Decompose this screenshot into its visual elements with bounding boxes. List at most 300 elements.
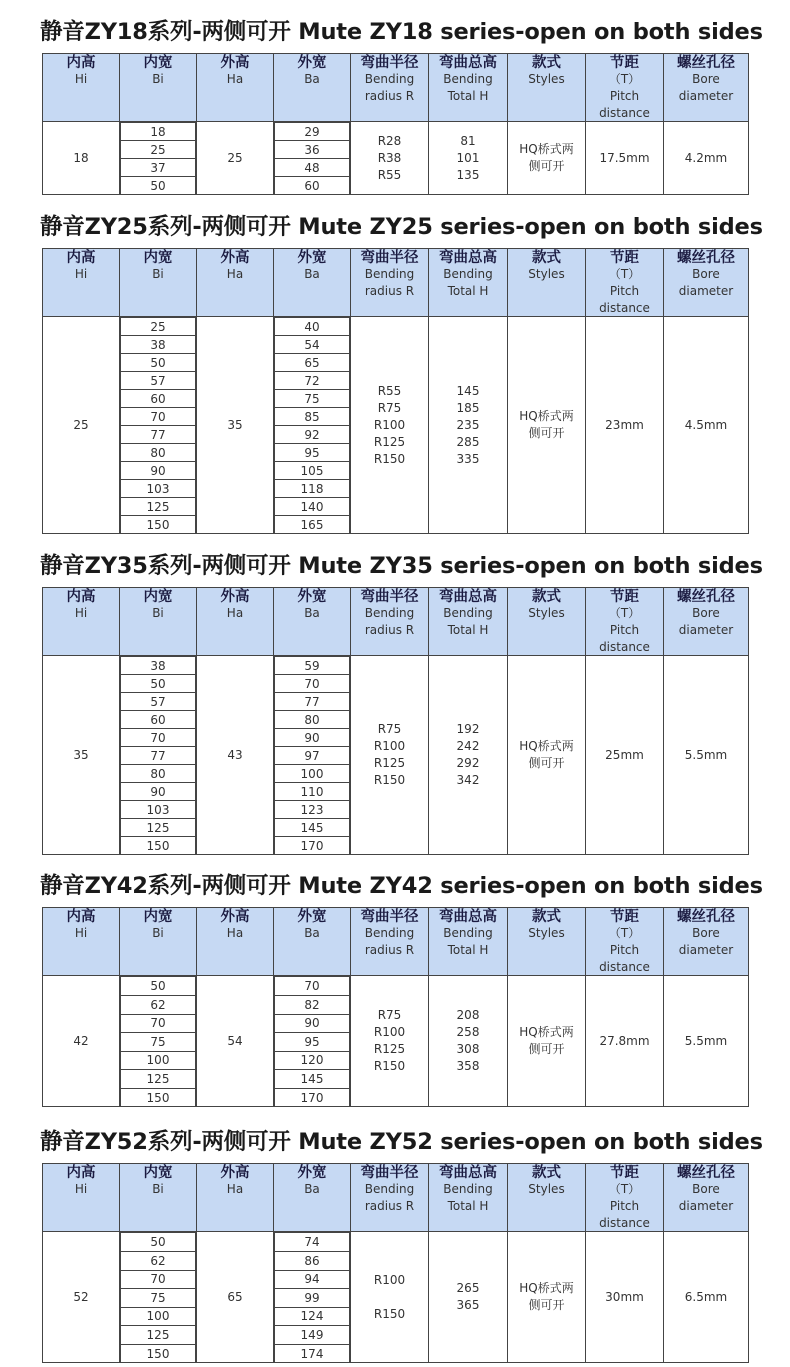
header-radius-en1: Bending [364, 1182, 415, 1196]
header-bi [120, 908, 197, 976]
header-bore-cn: 螺丝孔径 [677, 909, 735, 925]
header-ha [197, 908, 274, 976]
style-text: HQ桥式两侧可开 [519, 142, 574, 174]
header-total-cn: 弯曲总高 [439, 55, 497, 71]
pitch-value: 27.8mm [586, 976, 664, 1107]
bi-item: 125 [121, 1326, 196, 1345]
bore-value: 4.5mm [664, 317, 749, 534]
ba-item: 90 [275, 1014, 350, 1033]
header-ha-cn: 外高 [220, 909, 250, 925]
bi-item: 70 [121, 1014, 196, 1033]
header-ba-en: Ba [304, 267, 320, 281]
total-value: 235 [456, 417, 480, 432]
header-ha-cn: 外高 [220, 1165, 250, 1181]
header-pitch-en2: distance [599, 1215, 650, 1230]
header-ha-en: Ha [226, 606, 244, 620]
header-ha-en: Ha [226, 72, 244, 86]
bi-item: 80 [121, 444, 196, 462]
header-bore-en1: Bore [692, 606, 720, 620]
header-total-en1: Bending [443, 1182, 493, 1196]
header-hi-cn: 内高 [66, 1165, 96, 1181]
header-ba-en: Ba [304, 1182, 320, 1196]
bore-value: 5.5mm [664, 656, 749, 855]
header-hi-cn: 内高 [66, 909, 96, 925]
header-styles-cn: 款式 [532, 909, 561, 925]
total-cell [429, 656, 508, 855]
bi-item: 125 [121, 498, 196, 516]
header-pitch-sym: （T） [608, 1182, 641, 1196]
bi-item: 100 [121, 1051, 196, 1070]
ba-item: 99 [275, 1289, 350, 1308]
bi-cell [120, 976, 197, 1107]
header-ba-en: Ba [304, 926, 320, 940]
header-pitch [586, 54, 664, 122]
data-row [43, 1232, 749, 1363]
header-pitch-en1: Pitch [609, 1198, 640, 1213]
ba-item: 170 [275, 837, 350, 855]
style-value [508, 656, 586, 855]
header-radius [351, 54, 429, 122]
header-total [429, 908, 508, 976]
header-radius [351, 249, 429, 317]
radius-value: R150 [373, 1306, 406, 1321]
bi-item: 57 [121, 693, 196, 711]
style-text: HQ桥式两侧可开 [519, 1025, 574, 1057]
ba-item: 82 [275, 995, 350, 1014]
header-hi [43, 1164, 120, 1232]
header-ba [274, 54, 351, 122]
ha-value: 65 [197, 1232, 274, 1363]
header-styles-en: Styles [528, 926, 565, 940]
header-row [43, 54, 749, 122]
radius-value: R100 [373, 1272, 406, 1287]
header-radius-en2: radius R [364, 283, 415, 298]
header-total [429, 54, 508, 122]
ba-item: 145 [275, 819, 350, 837]
bi-item: 75 [121, 1033, 196, 1052]
header-radius [351, 908, 429, 976]
header-ha-en: Ha [226, 1182, 244, 1196]
ba-item: 97 [275, 747, 350, 765]
header-radius-cn: 弯曲半径 [360, 909, 419, 925]
pitch-value: 17.5mm [586, 122, 664, 195]
style-value [508, 122, 586, 195]
header-total-en1: Bending [443, 606, 493, 620]
total-value: 358 [456, 1059, 480, 1074]
header-hi [43, 908, 120, 976]
total-value: 335 [456, 451, 480, 466]
header-radius [351, 588, 429, 656]
ba-item: 65 [275, 354, 350, 372]
header-total [429, 588, 508, 656]
ba-list [274, 976, 350, 1106]
header-bore-en1: Bore [692, 926, 720, 940]
header-bi [120, 249, 197, 317]
ba-item: 29 [275, 123, 350, 141]
header-pitch [586, 249, 664, 317]
total-value: 185 [456, 400, 480, 415]
header-ba-cn: 外宽 [297, 909, 327, 925]
header-radius-cn: 弯曲半径 [360, 1165, 419, 1181]
bi-list [120, 656, 196, 854]
ba-list [274, 656, 350, 854]
total-value: 342 [456, 773, 480, 788]
header-ba-en: Ba [304, 72, 320, 86]
header-styles [508, 908, 586, 976]
radius-value: R55 [377, 383, 402, 398]
header-pitch-en2: distance [599, 959, 650, 974]
header-total-en2: Total H [447, 88, 489, 103]
header-bi-en: Bi [152, 926, 164, 940]
ba-item: 59 [275, 657, 350, 675]
ba-item: 170 [275, 1088, 350, 1106]
bore-value: 5.5mm [664, 976, 749, 1107]
ba-item: 36 [275, 141, 350, 159]
bi-item: 90 [121, 462, 196, 480]
bi-item: 103 [121, 480, 196, 498]
section-title: 静音ZY52系列-两侧可开 Mute ZY52 series-open on both sides [40, 1129, 763, 1155]
header-total-en2: Total H [447, 622, 489, 637]
header-hi-cn: 内高 [66, 250, 96, 266]
ba-item: 80 [275, 711, 350, 729]
header-ba-cn: 外宽 [297, 1165, 327, 1181]
header-hi [43, 54, 120, 122]
radius-cell [351, 656, 429, 855]
header-ba [274, 1164, 351, 1232]
hi-value: 25 [43, 317, 120, 534]
total-value: 145 [456, 383, 480, 398]
bi-item: 90 [121, 783, 196, 801]
total-cell [429, 122, 508, 195]
header-radius-cn: 弯曲半径 [360, 589, 419, 605]
header-hi-cn: 内高 [66, 589, 96, 605]
radius-cell [351, 1232, 429, 1363]
radius-value: R125 [373, 434, 406, 449]
bi-item: 37 [121, 159, 196, 177]
ba-list [274, 1232, 350, 1362]
total-value: 192 [456, 722, 480, 737]
header-total-en1: Bending [443, 267, 493, 281]
bi-item: 38 [121, 336, 196, 354]
header-bore-en1: Bore [692, 267, 720, 281]
header-total-cn: 弯曲总高 [439, 909, 497, 925]
radius-value: R100 [373, 1025, 406, 1040]
ba-item: 149 [275, 1326, 350, 1345]
header-pitch-cn: 节距 [610, 589, 639, 605]
bi-list [120, 317, 196, 533]
header-bore-cn: 螺丝孔径 [677, 55, 735, 71]
bi-item: 50 [121, 675, 196, 693]
ba-item: 123 [275, 801, 350, 819]
radius-value: R75 [377, 1008, 402, 1023]
section-title: 静音ZY35系列-两侧可开 Mute ZY35 series-open on both sides [40, 553, 763, 579]
bi-item: 60 [121, 711, 196, 729]
header-radius-en1: Bending [364, 606, 415, 620]
ba-cell [274, 656, 351, 855]
header-bi-en: Bi [152, 72, 164, 86]
header-styles-cn: 款式 [532, 55, 561, 71]
ba-item: 77 [275, 693, 350, 711]
total-value: 365 [456, 1298, 480, 1313]
header-bi-cn: 内宽 [143, 1165, 173, 1181]
total-value: 265 [456, 1281, 480, 1296]
header-ha [197, 1164, 274, 1232]
header-pitch-en2: distance [599, 105, 650, 120]
header-row [43, 588, 749, 656]
header-hi-en: Hi [74, 606, 88, 620]
header-pitch-cn: 节距 [610, 909, 639, 925]
header-bi-cn: 内宽 [143, 589, 173, 605]
header-pitch-cn: 节距 [610, 250, 639, 266]
radius-value: R38 [377, 150, 402, 165]
ba-item: 174 [275, 1344, 350, 1362]
style-text: HQ桥式两侧可开 [519, 1281, 574, 1313]
bi-item: 150 [121, 1344, 196, 1362]
header-pitch-sym: （T） [608, 267, 641, 281]
ba-item: 90 [275, 729, 350, 747]
bi-item: 150 [121, 837, 196, 855]
header-bore [664, 908, 749, 976]
ba-cell [274, 1232, 351, 1363]
header-ba-cn: 外宽 [297, 55, 327, 71]
total-value: 81 [460, 133, 476, 148]
header-ba-cn: 外宽 [297, 250, 327, 266]
header-pitch-en2: distance [599, 639, 650, 654]
pitch-value: 25mm [586, 656, 664, 855]
ba-item: 120 [275, 1051, 350, 1070]
header-row [43, 249, 749, 317]
header-ha [197, 588, 274, 656]
header-radius-cn: 弯曲半径 [360, 55, 419, 71]
bi-list [120, 1232, 196, 1362]
section-title: 静音ZY18系列-两侧可开 Mute ZY18 series-open on both sides [40, 19, 763, 45]
total-value: 101 [456, 150, 480, 165]
header-styles-en: Styles [528, 606, 565, 620]
ba-item: 86 [275, 1251, 350, 1270]
header-total-en1: Bending [443, 926, 493, 940]
header-ha-cn: 外高 [220, 589, 250, 605]
pitch-value: 30mm [586, 1232, 664, 1363]
header-pitch-en1: Pitch [609, 622, 640, 637]
bi-item: 50 [121, 1233, 196, 1252]
header-radius [351, 1164, 429, 1232]
bi-cell [120, 122, 197, 195]
header-pitch-sym: （T） [608, 72, 641, 86]
bi-item: 80 [121, 765, 196, 783]
header-bore-en2: diameter [678, 622, 734, 637]
header-total-en2: Total H [447, 283, 489, 298]
header-styles-en: Styles [528, 72, 565, 86]
header-bore-cn: 螺丝孔径 [677, 1165, 735, 1181]
bi-cell [120, 317, 197, 534]
header-total-cn: 弯曲总高 [439, 589, 497, 605]
header-bi-cn: 内宽 [143, 55, 173, 71]
ba-item: 48 [275, 159, 350, 177]
bi-cell [120, 1232, 197, 1363]
ba-item: 110 [275, 783, 350, 801]
header-ha-cn: 外高 [220, 55, 250, 71]
total-value: 242 [456, 739, 480, 754]
header-hi-en: Hi [74, 926, 88, 940]
spec-table [42, 248, 749, 534]
bi-item: 38 [121, 657, 196, 675]
radius-value: R125 [373, 1042, 406, 1057]
header-total-en2: Total H [447, 1198, 489, 1213]
bi-item: 57 [121, 372, 196, 390]
total-value: 208 [456, 1008, 480, 1023]
header-bore [664, 1164, 749, 1232]
ba-item: 95 [275, 1033, 350, 1052]
bi-item: 150 [121, 1088, 196, 1106]
header-row [43, 1164, 749, 1232]
bi-item: 70 [121, 729, 196, 747]
ba-cell [274, 122, 351, 195]
header-styles-cn: 款式 [532, 250, 561, 266]
bi-list [120, 976, 196, 1106]
radius-cell [351, 122, 429, 195]
ba-item: 74 [275, 1233, 350, 1252]
header-pitch [586, 1164, 664, 1232]
ba-item: 75 [275, 390, 350, 408]
header-styles [508, 54, 586, 122]
header-radius-en1: Bending [364, 926, 415, 940]
header-ha [197, 54, 274, 122]
hi-value: 18 [43, 122, 120, 195]
spec-table [42, 587, 749, 855]
bi-list [120, 122, 196, 194]
header-styles [508, 1164, 586, 1232]
header-radius-en2: radius R [364, 1198, 415, 1213]
radius-value: R100 [373, 417, 406, 432]
header-bore-en2: diameter [678, 1198, 734, 1213]
ba-item: 92 [275, 426, 350, 444]
header-pitch [586, 588, 664, 656]
radius-value: R28 [377, 133, 402, 148]
bi-item: 70 [121, 1270, 196, 1289]
bi-item: 50 [121, 977, 196, 996]
radius-value: R55 [377, 167, 402, 182]
header-ha [197, 249, 274, 317]
style-text: HQ桥式两侧可开 [519, 739, 574, 771]
header-radius-en1: Bending [364, 267, 415, 281]
data-row [43, 122, 749, 195]
total-cell [429, 317, 508, 534]
header-bi-cn: 内宽 [143, 909, 173, 925]
header-bi-cn: 内宽 [143, 250, 173, 266]
data-row [43, 656, 749, 855]
ba-list [274, 122, 350, 194]
header-styles [508, 588, 586, 656]
header-bi [120, 1164, 197, 1232]
ba-item: 124 [275, 1307, 350, 1326]
header-bore [664, 588, 749, 656]
header-pitch-en1: Pitch [609, 88, 640, 103]
header-row [43, 908, 749, 976]
bi-item: 62 [121, 995, 196, 1014]
ba-cell [274, 317, 351, 534]
header-pitch-cn: 节距 [610, 1165, 639, 1181]
pitch-value: 23mm [586, 317, 664, 534]
header-ha-en: Ha [226, 926, 244, 940]
header-styles-en: Styles [528, 267, 565, 281]
header-pitch [586, 908, 664, 976]
header-ha-cn: 外高 [220, 250, 250, 266]
spec-table [42, 907, 749, 1107]
header-styles-en: Styles [528, 1182, 565, 1196]
radius-value: R75 [377, 400, 402, 415]
bi-item: 60 [121, 390, 196, 408]
ba-cell [274, 976, 351, 1107]
data-row [43, 976, 749, 1107]
hi-value: 42 [43, 976, 120, 1107]
bi-item: 62 [121, 1251, 196, 1270]
header-radius-en2: radius R [364, 622, 415, 637]
ba-item: 94 [275, 1270, 350, 1289]
header-hi [43, 588, 120, 656]
style-text: HQ桥式两侧可开 [519, 409, 574, 441]
header-ba-cn: 外宽 [297, 589, 327, 605]
header-radius-en1: Bending [364, 72, 415, 86]
header-total-en2: Total H [447, 942, 489, 957]
bore-value: 6.5mm [664, 1232, 749, 1363]
spec-table [42, 1163, 749, 1363]
header-hi-en: Hi [74, 1182, 88, 1196]
radius-value: R150 [373, 1059, 406, 1074]
total-cell [429, 1232, 508, 1363]
data-row [43, 317, 749, 534]
header-radius-en2: radius R [364, 88, 415, 103]
radius-value: R150 [373, 773, 406, 788]
bi-item: 18 [121, 123, 196, 141]
total-value: 258 [456, 1025, 480, 1040]
header-bore-en1: Bore [692, 1182, 720, 1196]
ba-item: 54 [275, 336, 350, 354]
total-value: 285 [456, 434, 480, 449]
bi-item: 77 [121, 426, 196, 444]
ba-item: 105 [275, 462, 350, 480]
bi-cell [120, 656, 197, 855]
header-total-en1: Bending [443, 72, 493, 86]
bi-item: 25 [121, 141, 196, 159]
header-pitch-cn: 节距 [610, 55, 639, 71]
radius-cell [351, 976, 429, 1107]
bore-value: 4.2mm [664, 122, 749, 195]
ba-item: 70 [275, 977, 350, 996]
header-bore-en2: diameter [678, 88, 734, 103]
ba-list [274, 317, 350, 533]
header-bi-en: Bi [152, 606, 164, 620]
ba-item: 145 [275, 1070, 350, 1089]
radius-cell [351, 317, 429, 534]
header-total-cn: 弯曲总高 [439, 250, 497, 266]
radius-value [351, 1289, 428, 1306]
section-title: 静音ZY42系列-两侧可开 Mute ZY42 series-open on both sides [40, 873, 763, 899]
ha-value: 54 [197, 976, 274, 1107]
bi-item: 50 [121, 177, 196, 194]
hi-value: 35 [43, 656, 120, 855]
radius-value: R150 [373, 451, 406, 466]
bi-item: 100 [121, 1307, 196, 1326]
ba-item: 95 [275, 444, 350, 462]
ba-item: 70 [275, 675, 350, 693]
style-value [508, 1232, 586, 1363]
total-value: 135 [456, 167, 480, 182]
header-total [429, 249, 508, 317]
header-bi [120, 588, 197, 656]
radius-value: R75 [377, 722, 402, 737]
header-pitch-sym: （T） [608, 926, 641, 940]
ba-item: 72 [275, 372, 350, 390]
